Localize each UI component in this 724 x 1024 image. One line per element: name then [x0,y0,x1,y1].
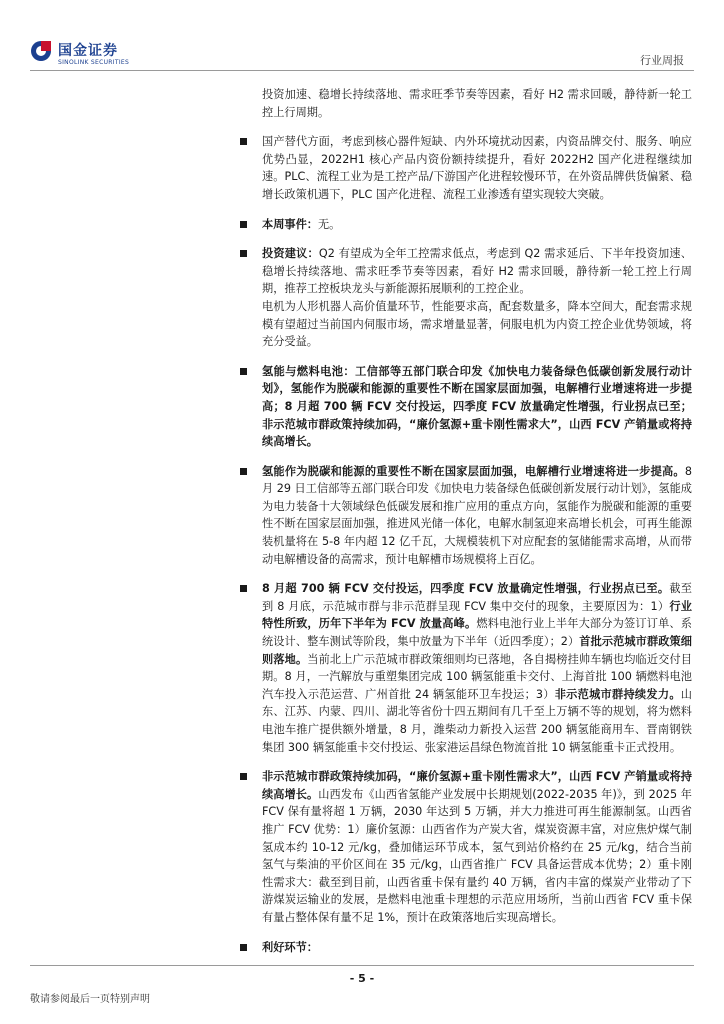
brand-name-en: SINOLINK SECURITIES [58,59,130,66]
bullet-domestic-substitution [240,133,692,203]
bullet-shanxi-fcv [240,768,692,926]
bullet-emphasis: 非示范城市群持续发力。 [554,687,681,701]
disclaimer-note: 敬请参阅最后一页特别声明 [30,994,150,1005]
header-divider [30,70,694,71]
bullet-heading: 氢能与燃料电池：工信部等五部门联合印发《加快电力装备绿色低碳创新发展行动计划》，氢能作为脱碳和能源的重要性不断在国家层面加强，电解槽行业增速将进一步提高；8 月超 700 辆 FCV 交付投运，四季度 FCV 放量确定性增强，行业拐点已至；非示范城市群政策持续加码，“廉价氢源+重卡刚性需求大”，山西 FCV 产销量或将持续高增长。 [262,364,692,449]
bullet-investment-advice [240,245,692,298]
bullet-electrolyzer [240,463,692,569]
page-number: - 5 - [349,972,375,985]
paragraph-continuation: 投资加速、稳增长持续落地、需求旺季节奏等因素，看好 H2 需求回暖，静待新一轮工控上行周期。 [262,88,692,119]
bullet-favorable-links [240,939,692,957]
bullet-heading: 投资建议： [262,247,319,261]
bullet-heading: 利好环节： [262,940,318,954]
brand-name-cn: 国金证券 [58,43,118,59]
bullet-text: 当前北上广示范城市群政策细则均已落地，各自揭榜挂帅车辆也均临近交付目期。8 月，一汽解放与重塑集团完成 100 辆氢能重卡交付、上海首批 100 辆燃料电池汽车投入示范运营、广州首批 24 辆氢能环卫车投运；3） [262,652,692,701]
bullet-heading: 8 月超 700 辆 FCV 交付投运，四季度 FCV 放量确定性增强，行业拐点已至。 [262,582,670,596]
bullet-text: Q2 有望成为全年工控需求低点，考虑到 Q2 需求延后、下半年投资加速、稳增长持续落地、需求旺季节奏等因素，看好 H2 需求回暖，静待新一轮工控上行周期，推荐工控板块龙头与新能源拓展顺利的工控企业。 [262,247,692,296]
bullet-text: 截至到 8 月底，示范城市群与非示范群呈现 FCV 集中交付的现象，主要原因为：1） [262,582,692,613]
report-type-label: 行业周报 [640,54,684,67]
page-header [0,0,724,72]
bullet-text: 山西发布《山西省氢能产业发展中长期规划(2022-2035 年)》，到 2025 年 FCV 保有量将超 1 万辆，2030 年达到 5 万辆，并大力推进可再生能源制氢。山西省推广 FCV 优势：1）廉价氢源：山西省作为产炭大省，煤炭资源丰富，对应焦炉煤气制氢成本约 10-12 元/kg，叠加储运环节成本，氢气到站价格约在 25 元/kg，结合当前氢气与柴油的平价区间在 35 元/kg，山西省推广 FCV 具备运营成本优势；2）重卡刚性需求大：截至到目前，山西省重卡保有量约 40 万辆，省内丰富的煤炭产业带动了下游煤炭运输业的发展，是燃料电池重卡理想的示范应用场所，当前山西省 FCV 重卡保有量占整体保有量不足 1%，预计在政策落地后实现高增长。 [262,787,692,924]
bullet-text: 燃料电池行业上半年大部分为签订订单、系统设计、整车测试等阶段，集中放量为下半年（近四季度）；2） [262,617,692,649]
bullet-hydrogen-summary [240,363,692,451]
bullet-text: 8 月 29 日工信部等五部门联合印发《加快电力装备绿色低碳创新发展行动计划》，氢能成为电力装备十大领域绿色低碳发展和推广应用的重点方向，氢能作为脱碳和能源的重要性不断在国家层面加强，推进风光储一体化，电解水制氢迎来高增长机会，可再生能源装机量将在 5-8 年内超 12 亿千瓦，大规模装机下对应配套的氢储能需求高增，从而带动电解槽设备的高需求，预计电解槽市场规模将上百亿。 [262,464,692,566]
bullet-heading: 氢能作为脱碳和能源的重要性不断在国家层面加强，电解槽行业增速将进一步提高。 [262,464,685,478]
bullet-text: 山东、江苏、内蒙、四川、湖北等省份十四五期间有几千至上万辆不等的规划，将为燃料电池车推广提供额外增量，8 月，潍柴动力新投入运营 200 辆氢能商用车、晋南钢铁集团 300 辆氢能重卡交付投运、张家港运昌绿色物流首批 10 辆氢能重卡正式投用。 [262,687,692,754]
bullet-text: 无。 [317,217,341,231]
bullet-heading: 本周事件： [262,217,318,231]
bullet-emphasis: 行业特性所致，历年下半年为 FCV 放量高峰。 [262,599,692,631]
bullet-heading: 非示范城市群政策持续加码，“廉价氢源+重卡刚性需求大”，山西 FCV 产销量或将持续高增长。 [262,770,692,801]
report-body [240,86,692,968]
bullet-emphasis: 首批示范城市群政策细则落地。 [262,635,692,666]
footer-divider [30,965,694,966]
bullet-fcv-delivery [240,580,692,756]
paragraph-continuation: 电机为人形机器人高价值量环节，性能要求高，配套数量多，降本空间大，配套需求规模有望超过当前国内伺服市场，需求增量显著，伺服电机为内资工控企业优势领域，将充分受益。 [262,299,692,349]
bullet-weekly-events [240,216,692,234]
sinolink-logo-icon [30,40,52,62]
bullet-text: 国产替代方面，考虑到核心器件短缺、内外环境扰动因素，内资品牌交付、服务、响应优势凸显，2022H1 核心产品内资份额持续提升，看好 2022H2 国产化进程继续加速。PLC、流程工业为是工控产品/下游国产化进程较慢环节，在外资品牌供货偏紧、稳增长政策机遇下，PLC 国产化进程、流程工业渗透有望实现较大突破。 [262,135,692,201]
